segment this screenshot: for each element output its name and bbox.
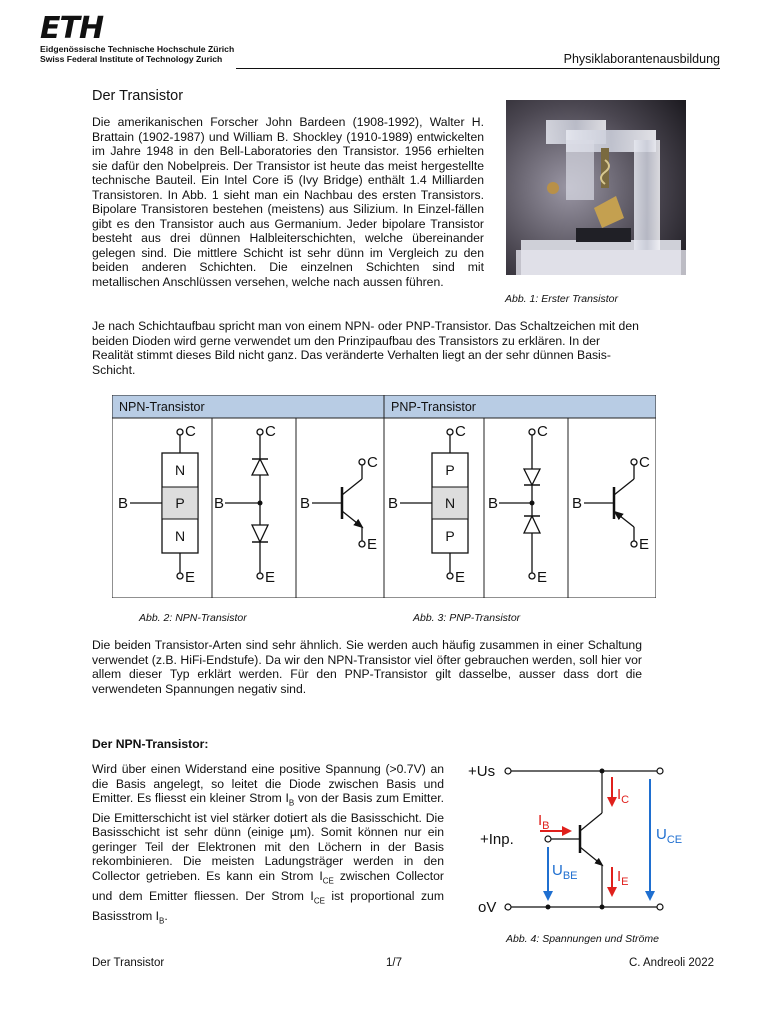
npn-layer-diagram	[118, 423, 198, 586]
svg-text:P: P	[445, 462, 455, 478]
pnp-symbol	[572, 454, 650, 553]
first-transistor-photo	[506, 100, 686, 275]
svg-text:B: B	[388, 495, 399, 512]
logo-line-english: Swiss Federal Institute of Technology Zurich	[40, 54, 223, 64]
npn-heading: Der NPN-Transistor:	[92, 737, 209, 751]
header-course: Physiklaborantenausbildung	[563, 52, 720, 66]
svg-text:C: C	[265, 423, 276, 440]
footer-page-number: 1/7	[386, 957, 402, 969]
circuit-ov-label: oV	[478, 899, 497, 916]
figure2-caption: Abb. 2: NPN-Transistor	[139, 612, 247, 624]
svg-text:B: B	[214, 495, 225, 512]
ib-label: $I_B$	[538, 812, 550, 832]
figure4-caption: Abb. 4: Spannungen und Ströme	[506, 933, 659, 945]
figure3-caption: Abb. 3: PNP-Transistor	[413, 612, 521, 624]
svg-text:E: E	[639, 536, 650, 553]
ic-label: $I_C$	[617, 786, 630, 806]
npn-diode-diagram	[214, 423, 276, 586]
transistor-table	[112, 395, 656, 598]
intro-paragraph: Die amerikanischen Forscher John Bardeen (1908-1992), Walter H. Brattain (1902-1987) und William B. Shockley (1910-1989) entwickelten im Jahre 1948 in den Bell-Laboratories den Transistor. 1956 erhielten sie dafür den Nobelpreis. Der Transistor ist heute das meist hergestellte technische Bauteil. Ein Intel Core i5 (Ivy Bridge) enthält 1.4 Milliarden Transistoren. In Abb. 1 sieht man ein Nachbau des ersten Transistors. Bipolare Transistoren bestehen (meistens) aus Silizium. In Einzel-fällen gibt es den Transistor auch aus Germanium. Jeder bipolare Transistor besteht aus drei dünnen Halbleiterschichten, welche übereinander gelegen sind. Die mittlere Schicht ist sehr dünn im Vergleich zu den beiden anderen Schichten. Die einzelnen Schichten sind mit metallischen Anschlüssen versehen, welche nach aussen führen.	[92, 115, 484, 289]
svg-text:C: C	[455, 423, 466, 440]
figure1-caption: Abb. 1: Erster Transistor	[505, 293, 619, 305]
eth-logo-mark: ETH	[40, 11, 104, 46]
svg-text:E: E	[367, 536, 378, 553]
svg-text:B: B	[488, 495, 499, 512]
svg-text:C: C	[185, 423, 196, 440]
table-header-pnp: PNP-Transistor	[391, 400, 476, 414]
section-title: Der Transistor	[92, 88, 184, 104]
ube-label: $U_{BE}$	[552, 862, 578, 882]
uce-label: $U_{CE}$	[656, 826, 683, 846]
svg-text:E: E	[455, 569, 466, 586]
svg-text:P: P	[175, 495, 185, 511]
layer-paragraph: Je nach Schichtaufbau spricht man von einem NPN- oder PNP-Transistor. Das Schaltzeichen mit den beiden Dioden wird gerne verwendet um den Prinzipaufbau des Transistors zu erklären. In der Realität stimmt dieses Bild nicht ganz. Das veränderte Verhalten liegt an der sehr dünnen Basis-Schicht.	[92, 319, 639, 377]
ie-label: $I_E$	[617, 868, 629, 888]
eth-logo	[40, 11, 235, 64]
npn-symbol	[300, 454, 378, 553]
circuit-us-label: +Us	[468, 763, 496, 780]
svg-text:N: N	[174, 462, 186, 478]
table-header-npn: NPN-Transistor	[119, 400, 205, 414]
footer-title: Der Transistor	[92, 957, 165, 969]
svg-text:P: P	[445, 528, 455, 544]
svg-text:C: C	[367, 454, 378, 471]
svg-text:C: C	[639, 454, 650, 471]
svg-text:E: E	[185, 569, 196, 586]
pnp-layer-diagram	[388, 423, 468, 586]
svg-text:B: B	[300, 495, 311, 512]
circuit-input-label: +Inp.	[480, 831, 514, 848]
svg-text:N: N	[444, 495, 456, 511]
svg-text:B: B	[118, 495, 129, 512]
svg-text:C: C	[537, 423, 548, 440]
svg-text:E: E	[537, 569, 548, 586]
logo-line-german: Eidgenössische Technische Hochschule Zürich	[40, 44, 235, 54]
svg-text:N: N	[174, 528, 186, 544]
pnp-diode-diagram	[488, 423, 548, 586]
svg-text:E: E	[265, 569, 276, 586]
comparison-paragraph: Die beiden Transistor-Arten sind sehr ähnlich. Sie werden auch häufig zusammen in einer Schaltung verwendet (z.B. HiFi-Endstufe). Da wir den NPN-Transistor viel öfter gebrauchen werden, soll hier vor allem dieser Typ erklärt werden. Für den PNP-Transistor gilt dasselbe, ausser dass dort die verwendeten Spannungen negativ sind.	[92, 638, 642, 696]
header-rule	[236, 68, 720, 69]
npn-paragraph: Wird über einen Widerstand eine positive Spannung (>0.7V) an die Basis angelegt, so leitet die Diode zwischen Basis und Emitter. Es fliesst ein kleiner Strom $I_B$ von der Basis zum Emitter. Die Emitterschicht ist viel stärker dotiert als die Basisschicht. Die Basisschicht ist sehr dünn (einige µm). Somit können nur ein geringer Teil der Elektronen mit den Löchern in der Basis rekombinieren. Die meisten Ladungsträger werden in den Collector getrieben. Es kann ein Strom $I_{CE}$ zwischen Collector und dem Emitter fliessen. Der Strom $I_{CE}$ ist proportional zum Basisstrom $I_B$.	[92, 762, 444, 926]
svg-text:B: B	[572, 495, 583, 512]
footer-author: C. Andreoli 2022	[628, 957, 714, 969]
voltage-current-circuit	[462, 755, 692, 920]
